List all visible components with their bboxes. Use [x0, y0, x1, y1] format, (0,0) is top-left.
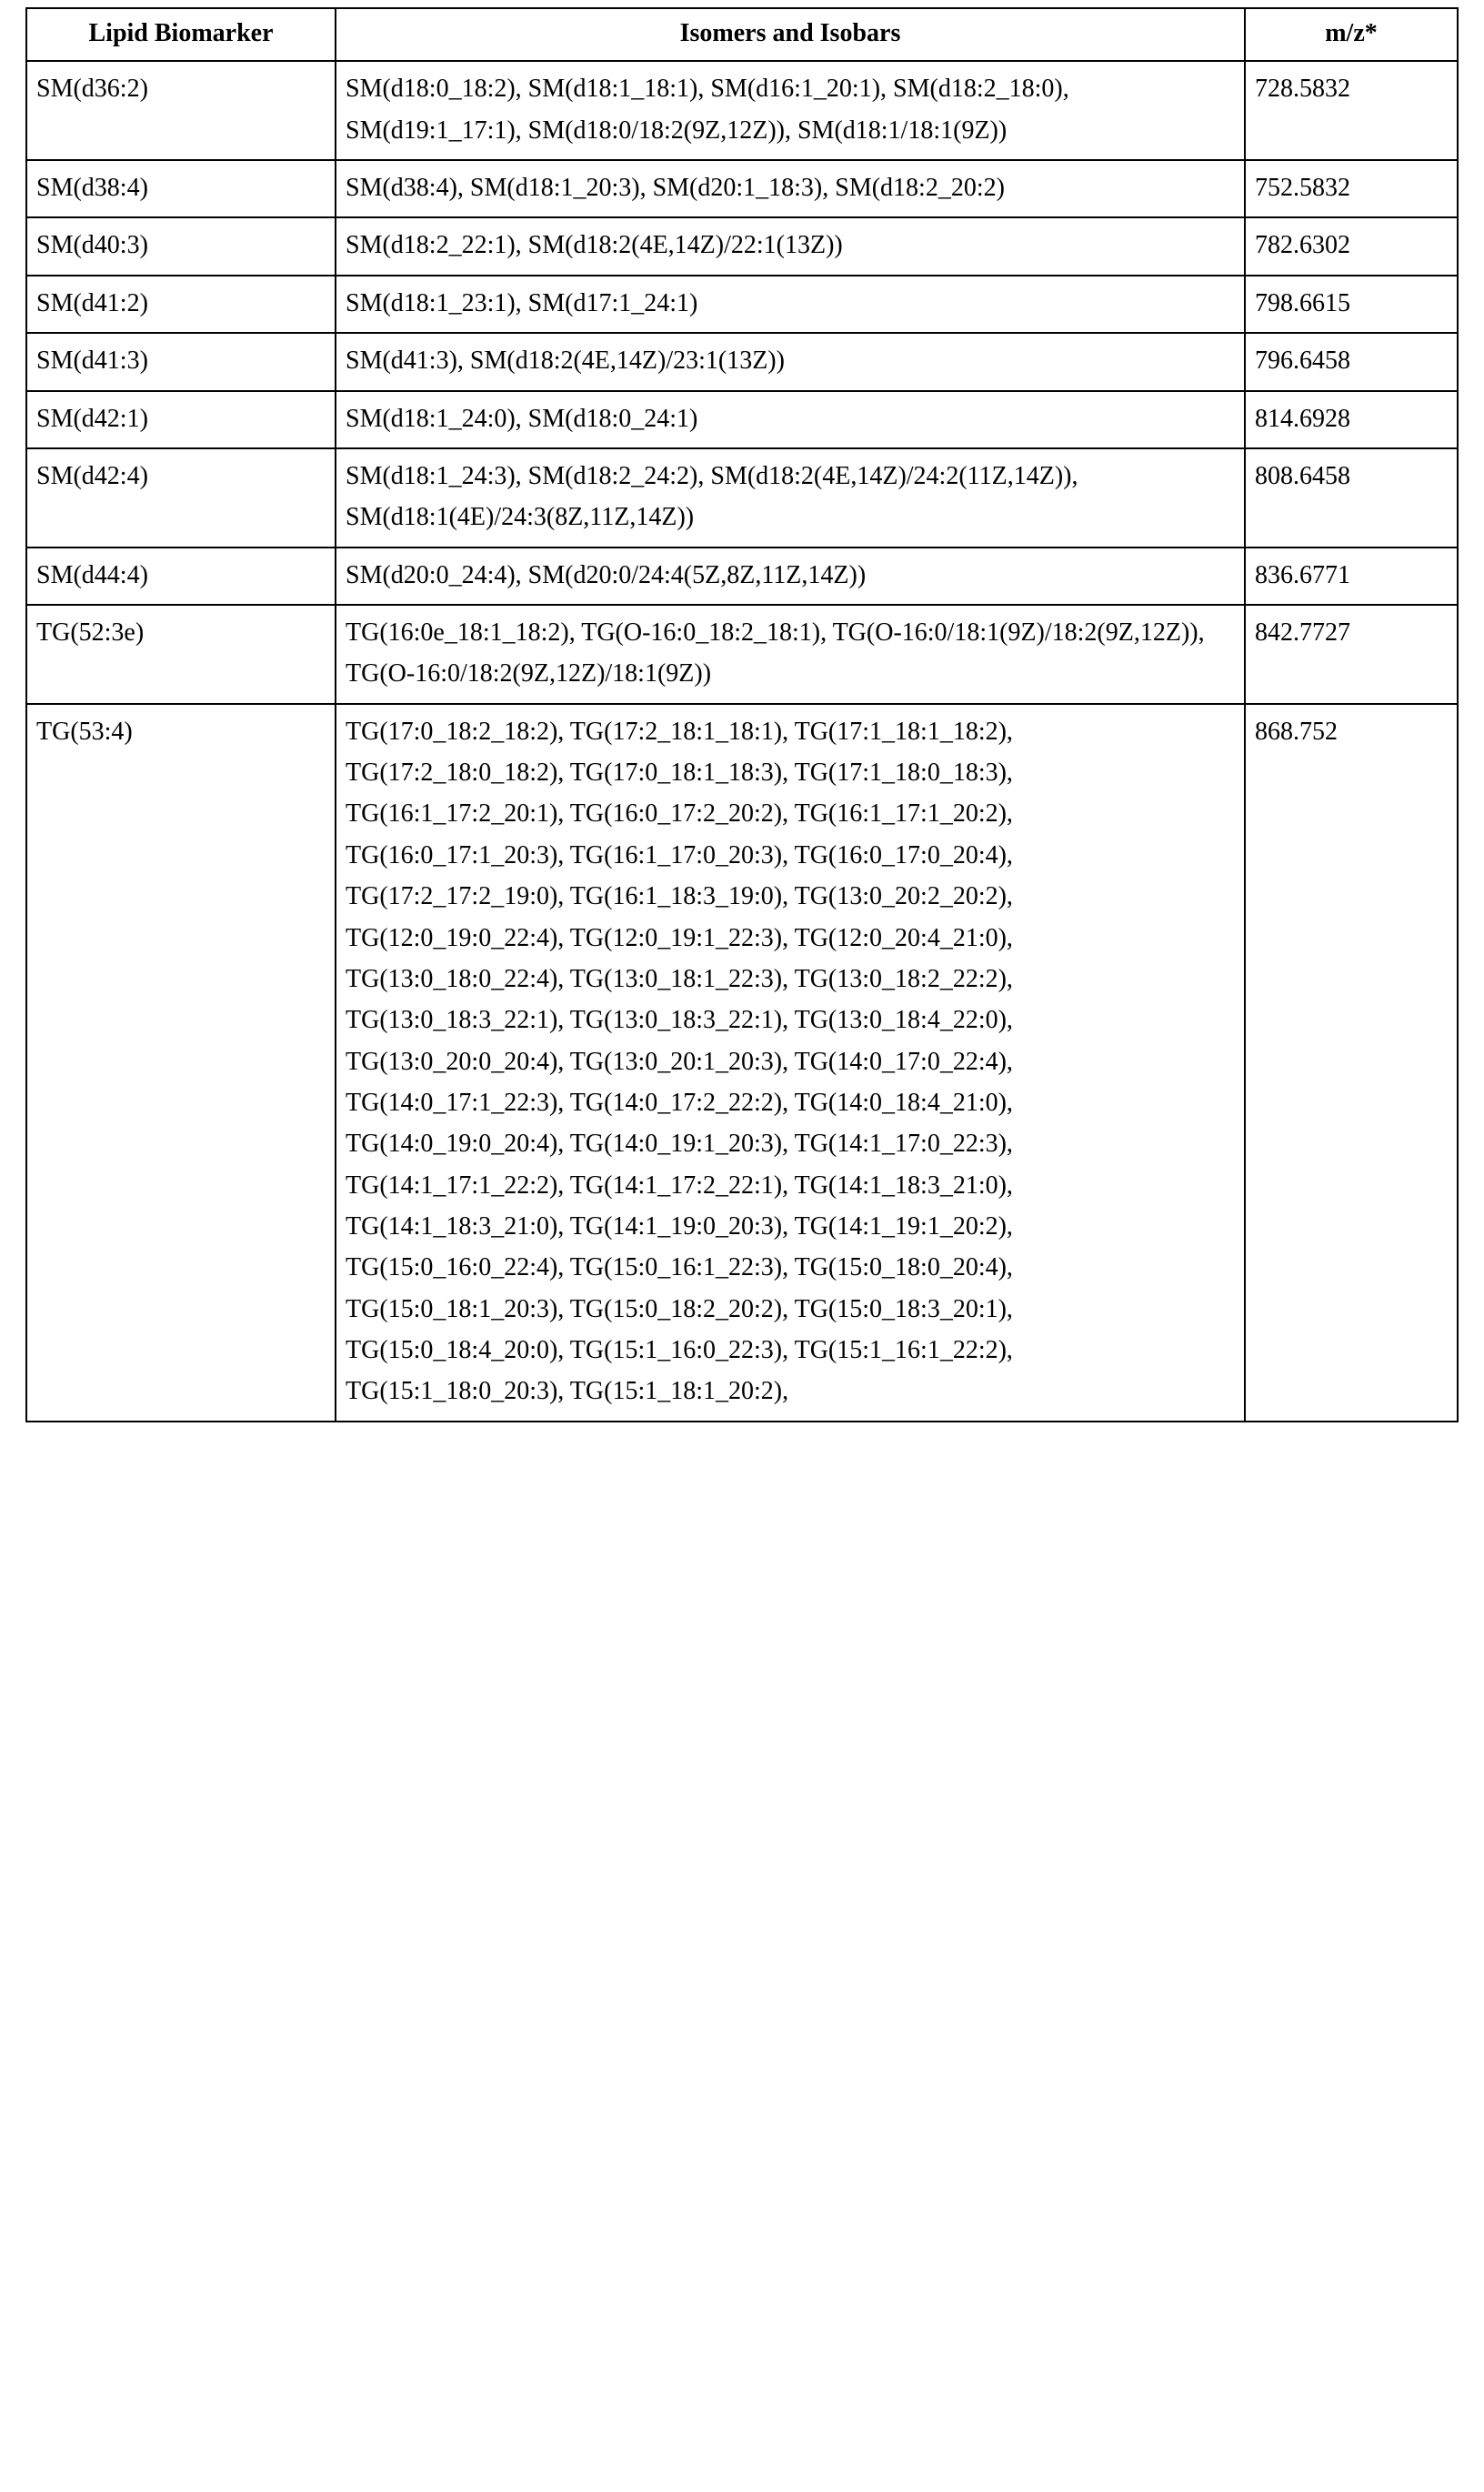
- cell-lipid-biomarker: SM(d42:1): [26, 391, 336, 448]
- cell-isomers-isobars: SM(d18:2_22:1), SM(d18:2(4E,14Z)/22:1(13Z)): [336, 217, 1245, 275]
- cell-lipid-biomarker: SM(d44:4): [26, 548, 336, 605]
- cell-lipid-biomarker: TG(52:3e): [26, 605, 336, 704]
- cell-isomers-isobars: TG(16:0e_18:1_18:2), TG(O-16:0_18:2_18:1), TG(O-16:0/18:1(9Z)/18:2(9Z,12Z)), TG(O-16:0/18:2(9Z,12Z)/18:1(9Z)): [336, 605, 1245, 704]
- cell-mz: 782.6302: [1245, 217, 1458, 275]
- table-row: [26, 160, 1458, 217]
- cell-lipid-biomarker: SM(d36:2): [26, 61, 336, 160]
- table-row: [26, 333, 1458, 390]
- cell-lipid-biomarker: SM(d41:2): [26, 276, 336, 333]
- table-row: [26, 605, 1458, 704]
- table-body: [26, 61, 1458, 1421]
- table-row: [26, 276, 1458, 333]
- cell-lipid-biomarker: TG(53:4): [26, 704, 336, 1422]
- cell-isomers-isobars: SM(d20:0_24:4), SM(d20:0/24:4(5Z,8Z,11Z,14Z)): [336, 548, 1245, 605]
- cell-lipid-biomarker: SM(d40:3): [26, 217, 336, 275]
- cell-isomers-isobars: SM(d18:1_24:3), SM(d18:2_24:2), SM(d18:2(4E,14Z)/24:2(11Z,14Z)), SM(d18:1(4E)/24:3(8Z,11Z,14Z)): [336, 448, 1245, 548]
- cell-lipid-biomarker: SM(d41:3): [26, 333, 336, 390]
- table-row: [26, 448, 1458, 548]
- cell-mz: 796.6458: [1245, 333, 1458, 390]
- cell-isomers-isobars: SM(d18:0_18:2), SM(d18:1_18:1), SM(d16:1_20:1), SM(d18:2_18:0), SM(d19:1_17:1), SM(d18:0/18:2(9Z,12Z)), SM(d18:1/18:1(9Z)): [336, 61, 1245, 160]
- table-row: [26, 217, 1458, 275]
- column-header-lipid-biomarker: Lipid Biomarker: [26, 8, 336, 61]
- cell-mz: 798.6615: [1245, 276, 1458, 333]
- cell-lipid-biomarker: SM(d42:4): [26, 448, 336, 548]
- cell-mz: 728.5832: [1245, 61, 1458, 160]
- cell-isomers-isobars: SM(d18:1_24:0), SM(d18:0_24:1): [336, 391, 1245, 448]
- table-row: [26, 61, 1458, 160]
- cell-mz: 752.5832: [1245, 160, 1458, 217]
- cell-isomers-isobars: SM(d38:4), SM(d18:1_20:3), SM(d20:1_18:3), SM(d18:2_20:2): [336, 160, 1245, 217]
- table-row: [26, 391, 1458, 448]
- cell-isomers-isobars: SM(d41:3), SM(d18:2(4E,14Z)/23:1(13Z)): [336, 333, 1245, 390]
- cell-isomers-isobars: SM(d18:1_23:1), SM(d17:1_24:1): [336, 276, 1245, 333]
- cell-lipid-biomarker: SM(d38:4): [26, 160, 336, 217]
- table-header: [26, 8, 1458, 61]
- table-row: [26, 548, 1458, 605]
- lipid-biomarker-table: [25, 7, 1459, 1422]
- table-header-row: [26, 8, 1458, 61]
- cell-isomers-isobars: TG(17:0_18:2_18:2), TG(17:2_18:1_18:1), TG(17:1_18:1_18:2), TG(17:2_18:0_18:2), TG(17:0_18:1_18:3), TG(17:1_18:0_18:3), TG(16:1_17:2_20:1), TG(16:0_17:2_20:2), TG(16:1_17:1_20:2), TG(16:0_17:1_20:3), TG(16:1_17:0_20:3), TG(16:0_17:0_20:4), TG(17:2_17:2_19:0), TG(16:1_18:3_19:0), TG(13:0_20:2_20:2), TG(12:0_19:0_22:4), TG(12:0_19:1_22:3), TG(12:0_20:4_21:0), TG(13:0_18:0_22:4), TG(13:0_18:1_22:3), TG(13:0_18:2_22:2), TG(13:0_18:3_22:1), TG(13:0_18:3_22:1), TG(13:0_18:4_22:0), TG(13:0_20:0_20:4), TG(13:0_20:1_20:3), TG(14:0_17:0_22:4), TG(14:0_17:1_22:3), TG(14:0_17:2_22:2), TG(14:0_18:4_21:0), TG(14:0_19:0_20:4), TG(14:0_19:1_20:3), TG(14:1_17:0_22:3), TG(14:1_17:1_22:2), TG(14:1_17:2_22:1), TG(14:1_18:3_21:0), TG(14:1_18:3_21:0), TG(14:1_19:0_20:3), TG(14:1_19:1_20:2), TG(15:0_16:0_22:4), TG(15:0_16:1_22:3), TG(15:0_18:0_20:4), TG(15:0_18:1_20:3), TG(15:0_18:2_20:2), TG(15:0_18:3_20:1), TG(15:0_18:4_20:0), TG(15:1_16:0_22:3), TG(15:1_16:1_22:2), TG(15:1_18:0_20:3), TG(15:1_18:1_20:2),: [336, 704, 1245, 1422]
- column-header-isomers-isobars: Isomers and Isobars: [336, 8, 1245, 61]
- cell-mz: 808.6458: [1245, 448, 1458, 548]
- cell-mz: 868.752: [1245, 704, 1458, 1422]
- table-row: [26, 704, 1458, 1422]
- cell-mz: 842.7727: [1245, 605, 1458, 704]
- column-header-mz: m/z*: [1245, 8, 1458, 61]
- cell-mz: 814.6928: [1245, 391, 1458, 448]
- cell-mz: 836.6771: [1245, 548, 1458, 605]
